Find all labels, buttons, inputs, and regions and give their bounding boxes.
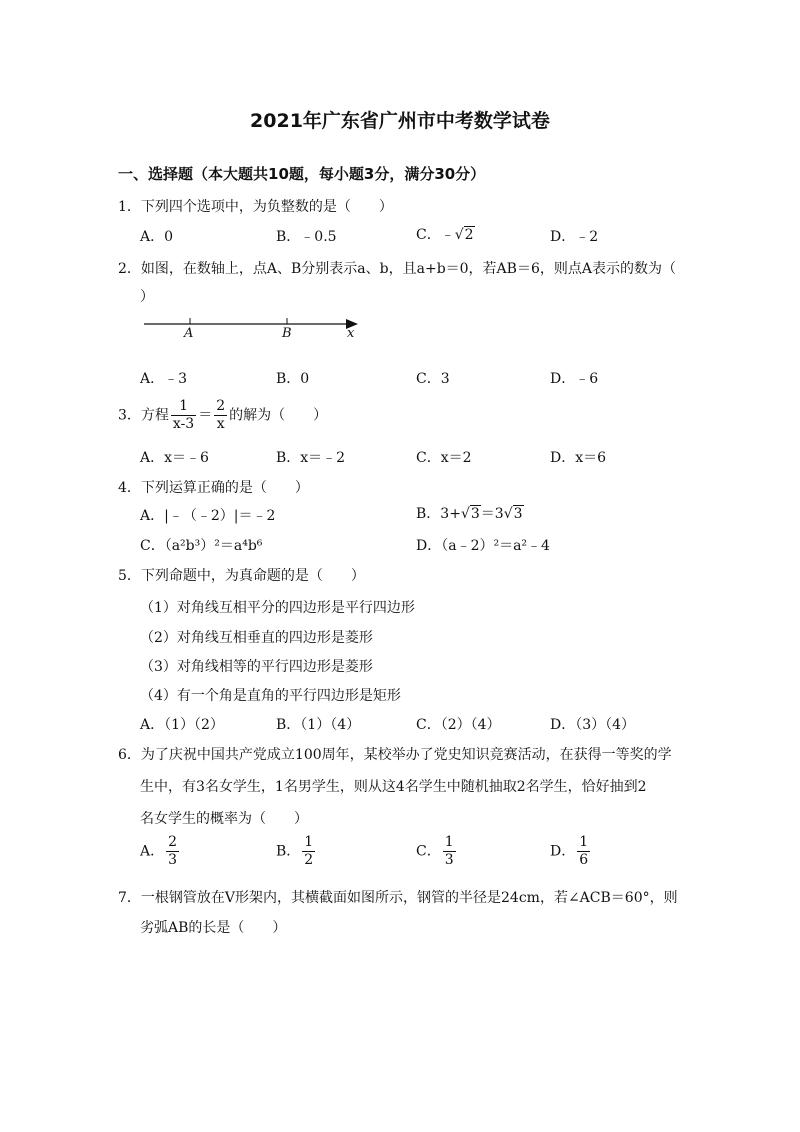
q4-option-a: A．|﹣（﹣2）|＝﹣2: [140, 508, 276, 524]
question-3-stem: 3．方程 $\frac{1}{x-3}$ ＝ $\frac{2}{x}$ 的解为（ ）: [118, 398, 328, 432]
q5-option-b: B．（1）（4）: [276, 717, 361, 733]
q2-option-c: C．3: [416, 371, 450, 387]
number-line-figure: [140, 312, 370, 346]
q1-option-d: D．﹣2: [550, 229, 599, 245]
question-6-line-1: 6．为了庆祝中国共产党成立100周年，某校举办了党史知识竞赛活动，在获得一等奖的学: [118, 747, 672, 763]
fraction-1: $\frac{1}{x-3}$: [172, 398, 195, 432]
section-heading: 一、选择题（本大题共10题，每小题3分，满分30分）: [118, 165, 486, 183]
question-2-stem-cont: ）: [140, 289, 154, 305]
page-title: 2021年广东省广州市中考数学试卷: [250, 110, 550, 132]
q5-statement-4: （4）有一个角是直角的平行四边形是矩形: [140, 688, 401, 704]
q3-option-b: B．x＝﹣2: [276, 450, 346, 466]
axis-label-x: x: [347, 326, 355, 341]
fraction-2: $\frac{2}{x}$: [216, 398, 226, 432]
q4-option-c: C．（a²b³）²＝a⁴b⁶: [140, 538, 263, 554]
q4-option-d: D．（a﹣2）²＝a²﹣4: [416, 538, 550, 554]
q4-option-b: B．3+√3＝3√3: [416, 506, 523, 522]
question-6-line-3: 名女学生的概率为（ ）: [140, 811, 308, 827]
q3-option-d: D．x＝6: [550, 450, 607, 466]
q3-option-c: C．x＝2: [416, 450, 472, 466]
sqrt-symbol: √2: [454, 227, 474, 243]
question-7-line-2: 劣弧AB的长是（ ）: [140, 920, 287, 936]
q5-statement-1: （1）对角线互相平分的四边形是平行四边形: [140, 600, 415, 616]
q6-option-a: A． $\frac{2}{3}$: [140, 834, 178, 868]
q2-option-b: B．0: [276, 371, 310, 387]
question-2-stem: 2．如图，在数轴上，点A、B分别表示a、b，且a+b＝0，若AB＝6，则点A表示的数为（: [118, 261, 676, 277]
question-7-line-1: 7．一根钢管放在V形架内，其横截面如图所示，钢管的半径是24cm，若∠ACB＝60°，则: [118, 890, 678, 906]
axis-label-b: B: [282, 326, 292, 341]
q1-option-c: C．﹣√2: [416, 227, 474, 243]
q5-statement-2: （2）对角线互相垂直的四边形是菱形: [140, 630, 373, 646]
question-1-stem: 1．下列四个选项中，为负整数的是（ ）: [118, 199, 393, 215]
q2-option-a: A．﹣3: [140, 371, 188, 387]
q5-statement-3: （3）对角线相等的平行四边形是菱形: [140, 659, 373, 675]
q5-option-a: A．（1）（2）: [140, 717, 224, 733]
q3-option-a: A．x＝﹣6: [140, 450, 209, 466]
q2-option-d: D．﹣6: [550, 371, 599, 387]
question-5-stem: 5．下列命题中，为真命题的是（ ）: [118, 568, 365, 584]
question-4-stem: 4．下列运算正确的是（ ）: [118, 480, 309, 496]
q6-option-d: D． $\frac{1}{6}$: [550, 834, 589, 868]
axis-label-a: A: [184, 326, 194, 341]
q5-option-c: C．（2）（4）: [416, 717, 501, 733]
q1-option-b: B．﹣0.5: [276, 229, 337, 245]
q6-option-b: B． $\frac{1}{2}$: [276, 834, 314, 868]
q1-option-a: A．0: [140, 229, 174, 245]
question-6-line-2: 生中，有3名女学生，1名男学生，则从这4名学生中随机抽取2名学生，恰好抽到2: [140, 779, 647, 795]
q6-option-c: C． $\frac{1}{3}$: [416, 834, 454, 868]
q5-option-d: D．（3）（4）: [550, 717, 636, 733]
